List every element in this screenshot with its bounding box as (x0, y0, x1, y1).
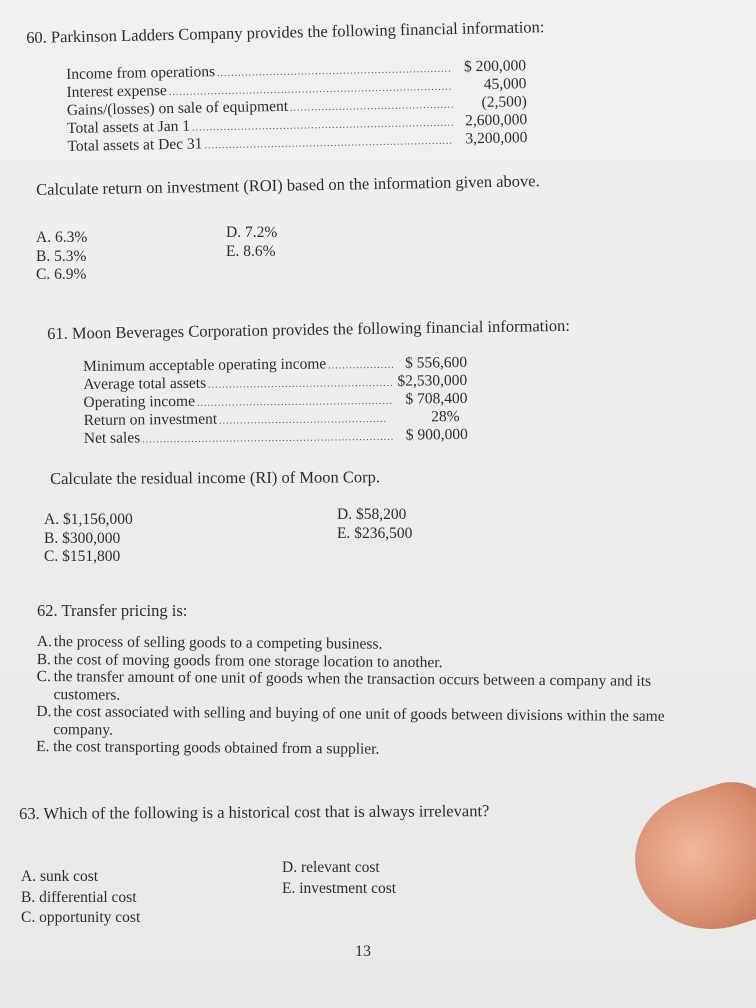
q61-choice-a: A. $1,156,000 (44, 511, 133, 528)
q63-question-text: Which of the following is a historical cost that is always irrelevant? (43, 801, 490, 823)
q61-choice-c: C. $151,800 (44, 548, 121, 565)
q62-number: 62. (37, 601, 58, 620)
q61-row: Operating income ..... $ 708,400 (83, 390, 467, 412)
q61-choices-left (44, 511, 133, 567)
page-number: 13 (355, 943, 371, 960)
q63-number: 63. (19, 803, 40, 823)
q63-choices-left (21, 867, 140, 929)
q60-choice-c: C. 6.9% (36, 266, 87, 283)
q62-choice-a: A. the process of selling goods to a competing business. (36, 633, 383, 653)
q60-row: Total assets at Dec 31 ..... 3,200,000 (67, 129, 527, 156)
q61-row: Net sales ..... $ 900,000 (84, 426, 468, 448)
q63-choice-c: C. opportunity cost (21, 909, 141, 926)
q61-prompt: Calculate the residual income (RI) of Moon Corp. (50, 467, 381, 488)
q60-choices-right (226, 224, 277, 261)
q62-choice-d: D. the cost associated with selling and buying of one unit of goods between divisions within the same company. (36, 702, 665, 739)
q61-row: Return on investment ..... 28% (84, 408, 468, 430)
q61-row: Minimum acceptable operating income ..... $ 556,600 (83, 354, 467, 376)
q61-row: Average total assets ..... $2,530,000 (83, 372, 467, 394)
q61-choices-right (337, 506, 412, 543)
q61-choice-e: E. $236,500 (337, 524, 413, 542)
q60-choice-e: E. 8.6% (226, 242, 276, 260)
q62-question-text: Transfer pricing is: (61, 601, 188, 620)
q61-choice-d: D. $58,200 (337, 506, 407, 523)
q60-prompt: Calculate return on investment (ROI) based on the information given above. (36, 171, 540, 199)
q61-choice-b: B. $300,000 (44, 529, 121, 547)
q61-question-text: Moon Beverages Corporation provides the following financial information: (71, 315, 571, 343)
q63-question (19, 801, 489, 824)
q62-choice-b: B. the cost of moving goods from one storage location to another. (36, 650, 443, 671)
q62-choice-c: C. the transfer amount of one unit of goods when the transaction occurs between a company and its customers. (36, 667, 652, 704)
q60-choice-d: D. 7.2% (226, 224, 278, 241)
q63-choice-a: A. sunk cost (21, 868, 99, 885)
q62-question (37, 601, 187, 621)
q60-row: Income from operations ..... $ 200,000 (66, 57, 526, 84)
q63-choices-right (282, 857, 396, 899)
finger-photo-artifact (618, 770, 756, 950)
q60-choices-left (36, 229, 87, 285)
q60-number: 60. (26, 27, 48, 47)
q60-choice-b: B. 5.3% (36, 247, 87, 265)
q60-row: Gains/(losses) on sale of equipment ..... (2,500) (67, 93, 527, 120)
q60-row: Total assets at Jan 1 ..... 2,600,000 (67, 111, 527, 138)
q63-choice-b: B. differential cost (21, 888, 137, 906)
q60-financial-table (66, 57, 528, 156)
q60-question (26, 17, 545, 48)
q61-number: 61. (47, 323, 68, 343)
q62-choice-e: E. the cost transporting goods obtained from a supplier. (36, 737, 380, 758)
q60-question-text: Parkinson Ladders Company provides the following financial information: (50, 17, 545, 47)
q63-choice-e: E. investment cost (282, 880, 397, 897)
q60-row: Interest expense ..... 45,000 (66, 75, 526, 102)
q62-choices (36, 633, 669, 760)
q63-choice-d: D. relevant cost (282, 859, 380, 876)
q61-financial-table (83, 354, 468, 448)
q60-choice-a: A. 6.3% (36, 229, 88, 246)
q61-question (47, 316, 570, 344)
